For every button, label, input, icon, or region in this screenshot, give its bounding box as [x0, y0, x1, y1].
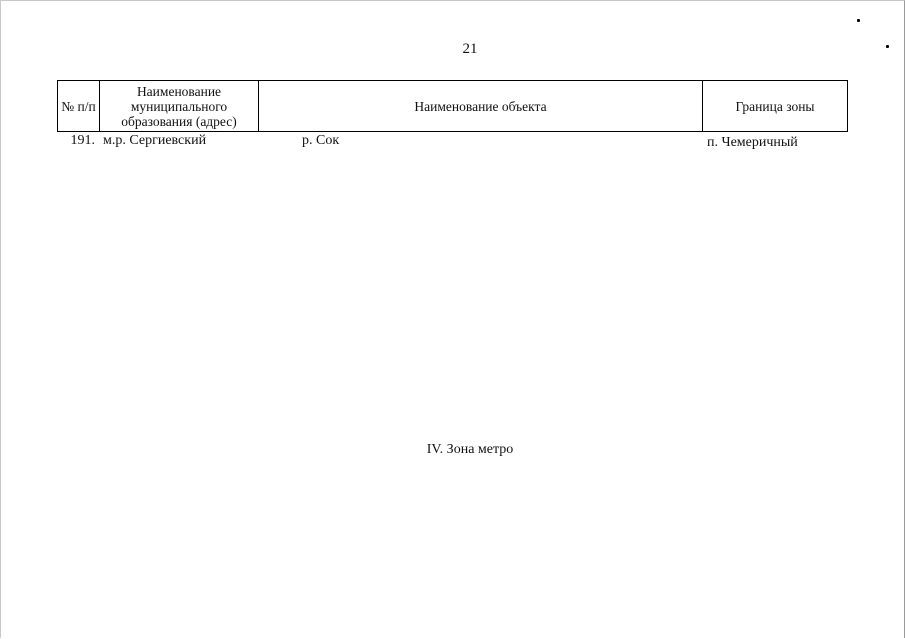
scan-speck: [886, 45, 889, 48]
row-object: р. Сок: [302, 133, 340, 148]
table-header: [57, 80, 848, 132]
page-number: 21: [462, 41, 478, 57]
row-zone: п. Чемеричный: [707, 135, 798, 150]
section-heading: IV. Зона метро: [426, 442, 514, 457]
header-object: Наименование объекта: [414, 98, 547, 114]
header-zone: Граница зоны: [735, 98, 815, 114]
row-number: 191.: [70, 133, 95, 148]
header-number: № п/п: [61, 98, 96, 114]
scan-speck: [857, 19, 860, 22]
header-municipality: Наименование муниципального образования (адрес): [121, 83, 237, 129]
row-municipality: м.р. Сергиевский: [103, 133, 207, 148]
